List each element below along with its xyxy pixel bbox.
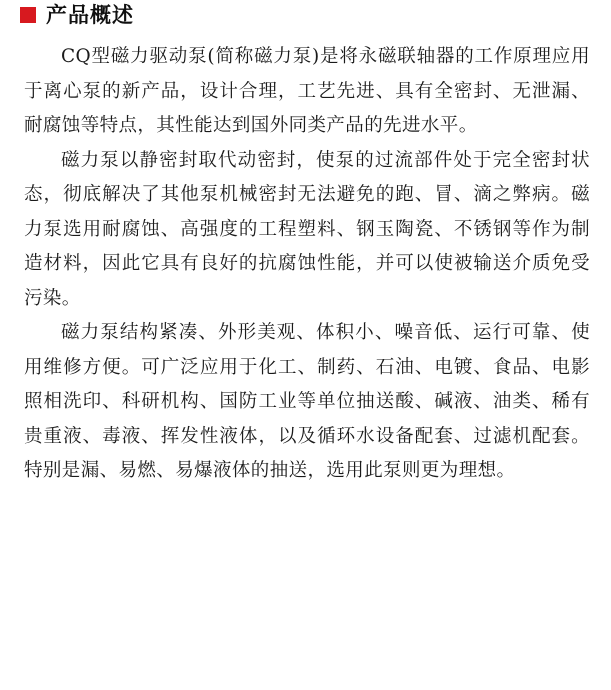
section-header [20,2,134,28]
paragraph-intro: CQ型磁力驱动泵(简称磁力泵)是将永磁联轴器的工作原理应用于离心泵的新产品，设计合理，工艺先进、具有全密封、无泄漏、耐腐蚀等特点，其性能达到国外同类产品的先进水平。 [24,46,590,136]
paragraph-sealing: 磁力泵以静密封取代动密封，使泵的过流部件处于完全密封状态，彻底解决了其他泵机械密封无法避免的跑、冒、滴之弊病。磁力泵选用耐腐蚀、高强度的工程塑料、钢玉陶瓷、不锈钢等作为制造材料，因此它具有良好的抗腐蚀性能，并可以使被输送介质免受污染。 [24,149,590,309]
section-title: 产品概述 [46,3,134,27]
product-overview-body [24,40,590,489]
paragraph-applications: 磁力泵结构紧凑、外形美观、体积小、噪音低、运行可靠、使用维修方便。可广泛应用于化工、制药、石油、电镀、食品、电影照相洗印、科研机构、国防工业等单位抽送酸、碱液、油类、稀有贵重液、毒液、挥发性液体，以及循环水设备配套、过滤机配套。特别是漏、易燃、易爆液体的抽送，选用此泵则更为理想。 [24,322,590,481]
square-bullet-icon [20,7,36,23]
